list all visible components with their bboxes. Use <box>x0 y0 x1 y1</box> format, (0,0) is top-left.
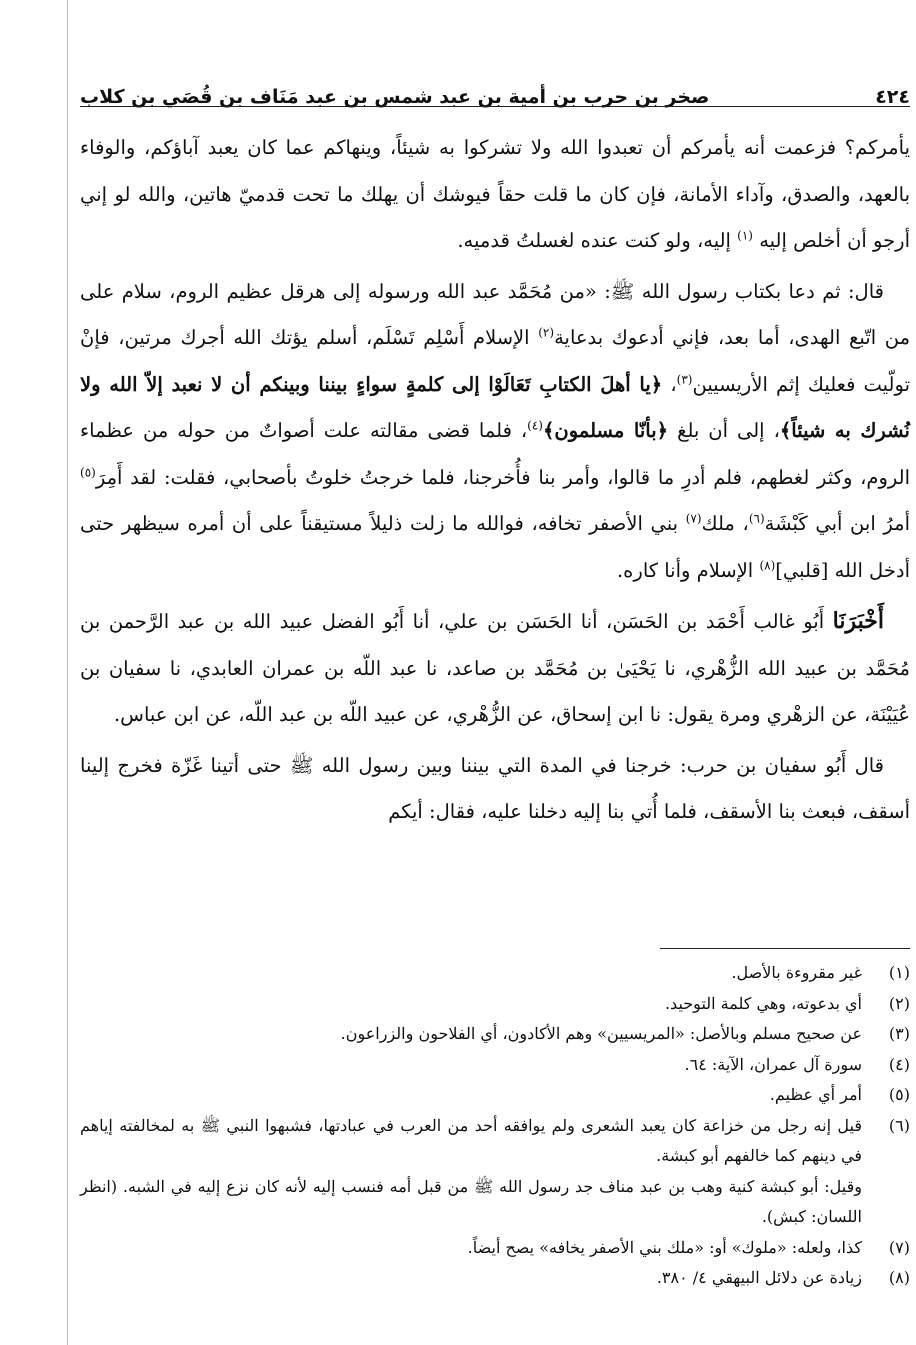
letter-text: الإسلام أَسْلِم تَسْلَم، أسلم يؤتك الله أجرك مرتين، فإنْ تولّيت فعليك إثم الأريسيين <box>80 326 910 396</box>
footnote-text: أمر أي عظيم. <box>769 1085 862 1104</box>
footnote-6 <box>80 1111 910 1172</box>
footnote-number: (٦) <box>888 1115 910 1135</box>
footnote-ref-6: (٦) <box>748 511 765 526</box>
footnote-text: أي بدعوته، وهي كلمة التوحيد. <box>664 993 862 1013</box>
paragraph-1-end: إليه، ولو كنت عنده لغسلتُ قدميه. <box>457 229 731 252</box>
footnote-7 <box>80 1233 910 1264</box>
footnote-4 <box>80 1050 910 1081</box>
footnote-number: (١) <box>888 963 910 982</box>
letter-continue: ، إلى أن بلغ <box>677 419 780 442</box>
footnote-rule <box>660 948 910 949</box>
footnote-ref-7: (٧) <box>685 511 702 526</box>
quran-verse-1: ﴿يا أهلَ الكتابِ تَعَالَوْا إلى كلمةٍ سواءٍ بيننا وبينكم أن لا نعبد إلاّ الله ولا نُشرك به شيئاً﴾ <box>80 372 910 442</box>
book-page <box>80 0 910 1345</box>
footnote-text: وقيل: أبو كبشة كنية وهب بن عبد مناف جد رسول الله ﷺ من قبل أمه فنسب إليه لأنه كان نزع إليه في الشبه. (انظر اللسان: كبش). <box>80 1176 862 1226</box>
footnote-ref-5: (٥) <box>80 465 96 479</box>
footnote-8 <box>80 1263 910 1294</box>
narration-king: ، ملك <box>701 512 749 535</box>
isnad-chain: أَبُو غالب أَحْمَد بن الحَسَن، أنا الحَسَن بن علي، أنا أَبُو الفضل عبيد الله بن عبد الرَّحمن بن مُحَمَّد بن عبيد الله الزُّهْري، نا يَحْيَىٰ بن مُحَمَّد بن صاعد، نا عبد اللّه بن عمران العابدي، نا سفيان بن عُيَيْنَة، عن الزهْري ومرة يقول: نا ابن إسحاق، عن الزُّهْري، عن عبيد اللّه بن عبد اللّه، عن ابن عباس. <box>80 610 910 726</box>
footnote-ref-4: (٤) <box>527 418 543 433</box>
narration-end: الإسلام وأنا كاره. <box>616 558 754 582</box>
footnote-text: عن صحيح مسلم وبالأصل: «المريسيين» وهم الأكادون، أي الفلاحون والزراعون. <box>340 1024 862 1043</box>
footnote-2 <box>80 989 910 1020</box>
isnad-lead-word: أَخْبَرَنَا <box>832 608 884 634</box>
footnote-number: (٨) <box>888 1268 910 1287</box>
running-title: صخر بن حرب بن أمية بن عبد شمس بن عبد مَنَاف بن قُصَي بن كلاب <box>80 86 710 108</box>
footnote-number: (٤) <box>888 1054 910 1074</box>
paragraph-4 <box>80 743 910 836</box>
footnote-number <box>862 1172 910 1233</box>
page-number: ٤٢٤ <box>875 86 910 108</box>
footnote-ref-8: (٨) <box>759 558 776 572</box>
narration-closing: بني الأصفر تخافه، فوالله ما زلت ذليلاً مستيقناً على أن أمره سيظهر حتى أدخل الله [قلبي] <box>80 512 910 582</box>
footnote-1 <box>80 958 910 989</box>
footnote-text: كذا، ولعله: «ملوك» أو: «ملك بني الأصفر يخافه» يصح أيضاً. <box>467 1237 862 1257</box>
footnote-5 <box>80 1080 910 1111</box>
footnote-3 <box>80 1019 910 1050</box>
footnote-number: (٧) <box>888 1237 910 1257</box>
paragraph-3 <box>80 598 910 739</box>
paragraph-1 <box>80 125 910 265</box>
footnote-text: غير مقروءة بالأصل. <box>731 963 862 982</box>
letter-comma: ، <box>670 372 677 396</box>
quran-verse-2: ﴿بأنّا مسلمون﴾ <box>542 419 669 442</box>
footnote-text: سورة آل عمران، الآية: ٦٤. <box>684 1054 862 1074</box>
footnotes <box>80 958 910 1294</box>
paragraph-4-text: قال أَبُو سفيان بن حرب: خرجنا في المدة التي بيننا وبين رسول الله ﷺ حتى أتينا غَزّة فخرج إلينا أسقف، فبعث بنا الأسقف، فلما أُتي بنا إليه دخلنا عليه، فقال: أيكم <box>80 753 910 823</box>
footnote-number: (٥) <box>888 1085 910 1104</box>
running-header <box>80 68 910 108</box>
footnote-ref-1: (١) <box>737 228 753 243</box>
footnote-ref-2: (٢) <box>538 325 555 340</box>
footnote-ref-3: (٣) <box>676 372 693 386</box>
main-text <box>80 125 910 840</box>
footnote-number: (٢) <box>888 993 910 1013</box>
footnote-text: زيادة عن دلائل البيهقي ٤/ ٣٨٠. <box>656 1268 862 1287</box>
narration-abu-kabsha: أمرُ ابن أبي كَبْشَة <box>764 512 911 535</box>
paragraph-2 <box>80 269 910 595</box>
letter-opening: قال: ثم دعا بكتاب رسول الله ﷺ: «من مُحَمَّد عبد الله ورسوله إلى هرقل عظيم الروم، سلام على من اتّبع الهدى، أما بعد، فإني أدعوك بدعاية <box>80 279 911 349</box>
header-rule <box>80 106 910 107</box>
paragraph-1-text: يأمركم؟ فزعمت أنه يأمركم أن تعبدوا الله ولا تشركوا به شيئاً، وينهاكم عما كان يعبد آباؤكم، والوفاء بالعهد، والصدق، وآداء الأمانة، فإن كان ما قلت حقاً فيوشك أن يهلك ما تحت قدميّ هاتين، والله لو إني أرجو أن أخلص إليه <box>80 136 910 252</box>
footnote-text: قيل إنه رجل من خزاعة كان يعبد الشعرى ولم يوافقه أحد من العرب في عبادتها، فشبهوا النبي ﷺ به لمخالفته إياهم في دينهم كما خالفهم أبو كبشة. <box>80 1115 862 1165</box>
narration-text: ، فلما قضى مقالته علت أصواتٌ من حوله من عظماء الروم، وكثر لغطهم، فلم أدرِ ما قالوا، وأمر بنا فأُخرجنا، فلما خرجتُ خلوتُ بأصحابي، فقلت: لقد أَمِرَ <box>80 419 910 489</box>
footnote-6-continued <box>80 1172 910 1233</box>
scan-fold-line <box>67 0 68 1345</box>
footnote-number: (٣) <box>888 1024 910 1043</box>
